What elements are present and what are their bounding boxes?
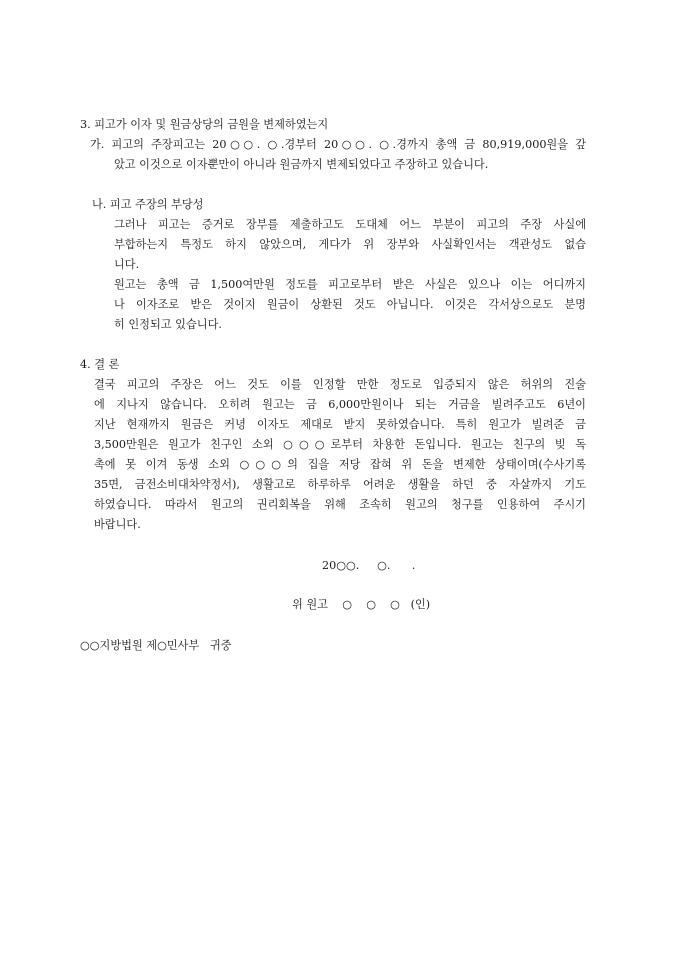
section-4-line-7: 하였습니다. 따라서 원고의 권리회복을 위해 조속히 원고의 청구를 인용하여 주시기 — [94, 498, 586, 511]
document-date: 20○○. ○. . — [322, 559, 416, 572]
section-3-na-p1-line-2: 부합하는지 특정도 하지 않았으며, 게다가 위 장부와 사실확인서는 객관성도 없습 — [114, 238, 586, 251]
section-4-heading: 4. 결 론 — [80, 358, 120, 371]
court-addressee: ○○지방법원 제○민사부 귀중 — [80, 639, 232, 652]
section-4-line-3: 지난 현재까지 원금은 커녕 이자도 제대로 받지 못하였습니다. 특히 원고가 빌려준 금 — [94, 418, 586, 431]
section-3-ga-line-2: 았고 이것으로 이자뿐만이 아니라 원금까지 변제되었다고 주장하고 있습니다. — [114, 158, 489, 171]
section-3-heading: 3. 피고가 이자 및 원금상당의 금원을 변제하였는지 — [80, 118, 329, 131]
section-3-na-p1-line-1: 그러나 피고는 증거로 장부를 제출하고도 도대체 어느 부분이 피고의 주장 사실에 — [114, 218, 586, 231]
section-4-line-6: 35면, 금전소비대차약정서), 생활고로 하루하루 어려운 생활을 하던 중 자살까지 기도 — [94, 478, 586, 491]
section-3-ga-line-1: 가. 피고의 주장피고는 20○○. ○.경부터 20○○. ○.경까지 총액 금 80,919,000원을 갚 — [90, 138, 586, 151]
plaintiff-signature: 위 원고 ○ ○ ○ (인) — [292, 598, 431, 611]
section-4-line-1: 결국 피고의 주장은 어느 것도 이를 인정할 만한 정도로 입증되지 않은 허위의 진술 — [94, 378, 586, 391]
section-3-na-p1-line-3: 니다. — [114, 258, 140, 271]
section-4-line-8: 바랍니다. — [94, 518, 141, 531]
section-3-na-p2-line-1: 원고는 총액 금 1,500여만원 정도를 피고로부터 받은 사실은 있으나 이는 어디까지 — [114, 278, 586, 291]
section-3-na-p2-line-3: 히 인정되고 있습니다. — [114, 318, 222, 331]
section-3-na-heading: 나. 피고 주장의 부당성 — [92, 198, 204, 211]
section-4-line-5: 촉에 못 이겨 동생 소외 ○○○의 집을 저당 잡혀 위 돈을 변제한 상태이며(수사기록 — [94, 458, 586, 471]
section-4-line-4: 3,500만원은 원고가 친구인 소외 ○○○로부터 차용한 돈입니다. 원고는 친구의 빚 독 — [94, 438, 586, 451]
section-4-line-2: 에 지나지 않습니다. 오히려 원고는 금 6,000만원이나 되는 거금을 빌려주고도 6년이 — [94, 398, 586, 411]
section-3-na-p2-line-2: 나 이자조로 받은 것이지 원금이 상환된 것도 아닙니다. 이것은 각서상으로도 분명 — [114, 298, 586, 311]
